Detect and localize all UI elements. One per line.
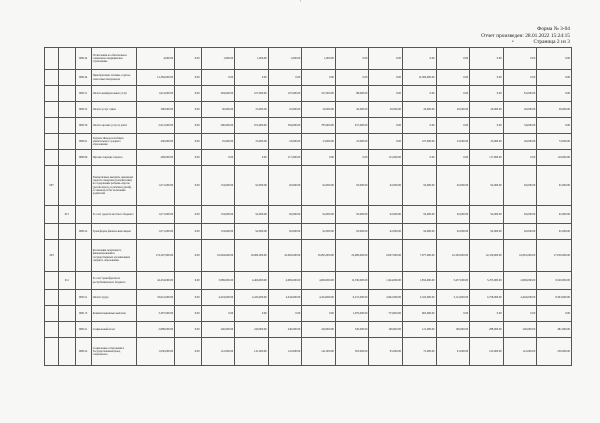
amount-cell: 107,000.00 bbox=[402, 134, 436, 150]
amount-cell: 665,000.00 bbox=[402, 306, 436, 322]
amount-cell: 785,000.00 bbox=[302, 118, 336, 134]
amount-cell: 4,469,000.00 bbox=[235, 272, 269, 290]
amount-cell: 3,457,000.00 bbox=[436, 272, 470, 290]
amount-cell: 117,000.00 bbox=[470, 150, 504, 166]
item-name: За счет средств местного бюджета bbox=[91, 206, 136, 224]
amount-cell: 0.00 bbox=[537, 118, 572, 134]
amount-cell: 4,434,000.00 bbox=[235, 290, 269, 306]
table-row bbox=[45, 272, 572, 290]
amount-cell: 143,000.00 bbox=[470, 338, 504, 366]
amount-cell: 23,000.00 bbox=[335, 134, 369, 150]
amount-cell: 0.00 bbox=[175, 102, 201, 118]
budget-table bbox=[44, 47, 572, 366]
amount-cell: 4,434,000.00 bbox=[302, 290, 336, 306]
amount-cell: 0.00 bbox=[369, 48, 403, 70]
program-code bbox=[45, 118, 59, 134]
program-code bbox=[45, 150, 59, 166]
amount-cell: 93,000.00 bbox=[335, 166, 369, 206]
subprogram-code bbox=[59, 290, 75, 306]
amount-cell: 240,000.00 bbox=[201, 322, 235, 338]
specifier-code: 000113 bbox=[75, 306, 91, 322]
amount-cell: 25,000.00 bbox=[268, 102, 302, 118]
amount-cell: 240,000.00 bbox=[268, 322, 302, 338]
amount-cell: 12,330,000.00 bbox=[335, 272, 369, 290]
amount-cell: 4,758,000.00 bbox=[470, 290, 504, 306]
amount-cell: 290,000.00 bbox=[201, 118, 235, 134]
amount-cell: 141,000.00 bbox=[503, 338, 537, 366]
amount-cell: 240,000.00 bbox=[503, 322, 537, 338]
amount-cell: 20,000.00 bbox=[369, 102, 403, 118]
item-name: Оплата коммунальных услуг bbox=[91, 86, 136, 102]
specifier-code: 000122 bbox=[75, 224, 91, 240]
amount-cell: 92,000.00 bbox=[436, 206, 470, 224]
amount-cell: 12,384,000.00 bbox=[402, 70, 436, 86]
amount-cell: 1,000.00 bbox=[268, 48, 302, 70]
specifier-code bbox=[75, 206, 91, 224]
amount-cell: 0.00 bbox=[369, 134, 403, 150]
specifier-code: 000111 bbox=[75, 290, 91, 306]
amount-cell: 95,000.00 bbox=[369, 338, 403, 366]
program-code bbox=[45, 48, 59, 70]
amount-cell: 0.00 bbox=[436, 150, 470, 166]
amount-cell: 304,000.00 bbox=[201, 86, 235, 102]
amount-cell: 250,000.00 bbox=[537, 338, 572, 366]
amount-cell: 92,000.00 bbox=[402, 166, 436, 206]
amount-cell: 50,000.00 bbox=[201, 102, 235, 118]
amount-cell: 7,977,000.00 bbox=[402, 240, 436, 272]
table-body bbox=[45, 48, 572, 366]
scan-mark: ' bbox=[300, 1, 301, 6]
item-name: Затраты Фонда всеобщего обязательного среднего образования bbox=[91, 134, 136, 150]
amount-cell: 0.00 bbox=[175, 134, 201, 150]
subprogram-code: 015 bbox=[59, 206, 75, 224]
amount-cell: 0.00 bbox=[369, 86, 403, 102]
amount-cell: 20,000.00 bbox=[402, 102, 436, 118]
amount-cell: 0.00 bbox=[436, 306, 470, 322]
table-row bbox=[45, 322, 572, 338]
amount-cell: 1,650,000.00 bbox=[136, 338, 175, 366]
amount-cell: 4,069,000.00 bbox=[268, 272, 302, 290]
amount-cell: 457,000.00 bbox=[335, 118, 369, 134]
amount-cell: 1,000.00 bbox=[235, 48, 269, 70]
amount-cell: 0.00 bbox=[436, 118, 470, 134]
amount-cell: 154,000.00 bbox=[201, 224, 235, 240]
specifier-code bbox=[75, 240, 91, 272]
amount-cell: 23,000.00 bbox=[268, 134, 302, 150]
table-row bbox=[45, 166, 572, 206]
amount-cell: 91,000.00 bbox=[537, 206, 572, 224]
amount-cell: 92,000.00 bbox=[470, 224, 504, 240]
item-name: Социальные отчисления в Государственный фонд социального bbox=[91, 338, 136, 366]
specifier-code: 000151 bbox=[75, 86, 91, 102]
amount-cell: 0.00 bbox=[436, 70, 470, 86]
amount-cell: 92,000.00 bbox=[302, 224, 336, 240]
amount-cell: 2,898,000.00 bbox=[136, 322, 175, 338]
amount-cell: 25,000.00 bbox=[201, 134, 235, 150]
amount-cell: 520,000.00 bbox=[335, 322, 369, 338]
program-code bbox=[45, 272, 59, 290]
amount-cell: 16,092,000.00 bbox=[268, 240, 302, 272]
program-code bbox=[45, 306, 59, 322]
amount-cell: 174,297,000.00 bbox=[136, 240, 175, 272]
amount-cell: 0.00 bbox=[537, 306, 572, 322]
amount-cell: 1,979,000.00 bbox=[335, 306, 369, 322]
amount-cell: 240,000.00 bbox=[302, 322, 336, 338]
specifier-code: 000152 bbox=[75, 102, 91, 118]
amount-cell: 0.00 bbox=[369, 118, 403, 134]
amount-cell: 1,071,000.00 bbox=[136, 206, 175, 224]
amount-cell: 0.00 bbox=[503, 70, 537, 86]
amount-cell: 240,000.00 bbox=[235, 322, 269, 338]
table-row bbox=[45, 134, 572, 150]
amount-cell: 91,000.00 bbox=[436, 338, 470, 366]
amount-cell: 16,082,000.00 bbox=[235, 240, 269, 272]
specifier-code: 000169 bbox=[75, 150, 91, 166]
amount-cell: 92,000.00 bbox=[503, 206, 537, 224]
item-name: Отчисления на обязательное социальное медицинское страхование bbox=[91, 48, 136, 70]
amount-cell: 0.00 bbox=[335, 150, 369, 166]
amount-cell: 8,393,000.00 bbox=[537, 290, 572, 306]
program-code: 203 bbox=[45, 240, 59, 272]
amount-cell: 1,944,000.00 bbox=[369, 272, 403, 290]
subprogram-code bbox=[59, 240, 75, 272]
item-name: Прочие текущие затраты bbox=[91, 150, 136, 166]
amount-cell: 72,000.00 bbox=[537, 134, 572, 150]
amount-cell: 92,000.00 bbox=[369, 206, 403, 224]
amount-cell: 481,000.00 bbox=[537, 322, 572, 338]
table-row bbox=[45, 150, 572, 166]
amount-cell: 0.00 bbox=[302, 70, 336, 86]
subprogram-code bbox=[59, 150, 75, 166]
amount-cell: 0.00 bbox=[175, 150, 201, 166]
amount-cell: 0.00 bbox=[470, 86, 504, 102]
amount-cell: 92,000.00 bbox=[369, 224, 403, 240]
amount-cell: 0.00 bbox=[175, 240, 201, 272]
amount-cell: 0.00 bbox=[268, 70, 302, 86]
subprogram-code bbox=[59, 166, 75, 206]
amount-cell: 0.00 bbox=[175, 322, 201, 338]
amount-cell: 0.00 bbox=[503, 150, 537, 166]
amount-cell: 25,000.00 bbox=[235, 134, 269, 150]
amount-cell: 0.00 bbox=[369, 70, 403, 86]
amount-cell: 92,000.00 bbox=[402, 224, 436, 240]
amount-cell: 4,434,000.00 bbox=[201, 290, 235, 306]
amount-cell: 72,000.00 bbox=[402, 338, 436, 366]
amount-cell: 141,000.00 bbox=[235, 338, 269, 366]
amount-cell: 0.00 bbox=[503, 306, 537, 322]
amount-cell: 117,000.00 bbox=[268, 150, 302, 166]
amount-cell: 0.00 bbox=[402, 86, 436, 102]
amount-cell: 0.00 bbox=[175, 70, 201, 86]
subprogram-code bbox=[59, 48, 75, 70]
amount-cell: 304,000.00 bbox=[268, 118, 302, 134]
amount-cell: 0.00 bbox=[402, 48, 436, 70]
amount-cell: 9,529,000.00 bbox=[537, 272, 572, 290]
amount-cell: 300,000.00 bbox=[136, 102, 175, 118]
amount-cell: 0.00 bbox=[470, 48, 504, 70]
amount-cell: 20,000.00 bbox=[335, 102, 369, 118]
table-row bbox=[45, 206, 572, 224]
amount-cell: 0.00 bbox=[235, 306, 269, 322]
item-name: Социальный налог bbox=[91, 322, 136, 338]
amount-cell: 92,000.00 bbox=[268, 224, 302, 240]
amount-cell: 4,434,000.00 bbox=[268, 290, 302, 306]
amount-cell: 4,404,000.00 bbox=[503, 290, 537, 306]
specifier-code: 000144 bbox=[75, 70, 91, 86]
amount-cell: 3,989,000.00 bbox=[201, 272, 235, 290]
amount-cell: 0.00 bbox=[537, 70, 572, 86]
item-name: Ежемесячные выплаты денежных средств опекунам (попечителям) на содержание ребенка-сироты (детей-сирот), и ребенка (детей), оставшегося без попечения родителей bbox=[91, 166, 136, 206]
amount-cell: 81,000.00 bbox=[503, 86, 537, 102]
item-name: Приобретение топлива, горюче-смазочных материалов bbox=[91, 70, 136, 86]
table-row bbox=[45, 70, 572, 86]
amount-cell: 672,000.00 bbox=[235, 118, 269, 134]
amount-cell: 2,912,000.00 bbox=[136, 118, 175, 134]
amount-cell: 92,000.00 bbox=[235, 206, 269, 224]
amount-cell: 4,969,000.00 bbox=[503, 272, 537, 290]
amount-cell: 0.00 bbox=[402, 118, 436, 134]
amount-cell: 92,000.00 bbox=[402, 206, 436, 224]
item-name: За счет трансфертов из республиканского бюджета bbox=[91, 272, 136, 290]
amount-cell: 141,000.00 bbox=[268, 338, 302, 366]
amount-cell: 92,000.00 bbox=[436, 166, 470, 206]
amount-cell: 20,000.00 bbox=[537, 102, 572, 118]
amount-cell: 92,000.00 bbox=[268, 206, 302, 224]
program-code bbox=[45, 86, 59, 102]
amount-cell: 0.00 bbox=[537, 48, 572, 70]
amount-cell: 23,000.00 bbox=[470, 134, 504, 150]
amount-cell: 409,000.00 bbox=[136, 150, 175, 166]
table-row bbox=[45, 338, 572, 366]
item-name: Оплата труда bbox=[91, 290, 136, 306]
amount-cell: 0.00 bbox=[402, 150, 436, 166]
subprogram-code bbox=[59, 118, 75, 134]
specifier-code bbox=[75, 166, 91, 206]
amount-cell: 1,854,000.00 bbox=[402, 272, 436, 290]
program-code bbox=[45, 102, 59, 118]
amount-cell: 20,000.00 bbox=[470, 102, 504, 118]
amount-cell: 20,000.00 bbox=[503, 102, 537, 118]
amount-cell: 14,520,000.00 bbox=[470, 240, 504, 272]
program-code bbox=[45, 70, 59, 86]
amount-cell: 0.00 bbox=[175, 272, 201, 290]
amount-cell: 0.00 bbox=[175, 206, 201, 224]
amount-cell: 16,081,000.00 bbox=[503, 240, 537, 272]
form-number: Форма № 3-04 bbox=[536, 26, 570, 32]
table-row bbox=[45, 290, 572, 306]
amount-cell: 0.00 bbox=[175, 48, 201, 70]
item-name: Оплата прочих услуг и работ bbox=[91, 118, 136, 134]
amount-cell: 0.00 bbox=[201, 70, 235, 86]
amount-cell: 0.00 bbox=[175, 166, 201, 206]
amount-cell: 92,000.00 bbox=[436, 224, 470, 240]
amount-cell: 93,000.00 bbox=[335, 206, 369, 224]
amount-cell: 1,614,000.00 bbox=[136, 86, 175, 102]
specifier-code: 000122 bbox=[75, 338, 91, 366]
amount-cell: 92,000.00 bbox=[268, 166, 302, 206]
amount-cell: 1,071,000.00 bbox=[136, 224, 175, 240]
amount-cell: 288,000.00 bbox=[470, 322, 504, 338]
amount-cell: 0.00 bbox=[235, 70, 269, 86]
amount-cell: 456,000.00 bbox=[136, 134, 175, 150]
item-name: Реализация подушевого финансирования в государственных организациях среднего образования bbox=[91, 240, 136, 272]
amount-cell: 0.00 bbox=[175, 118, 201, 134]
amount-cell: 141,000.00 bbox=[201, 338, 235, 366]
table-row bbox=[45, 224, 572, 240]
amount-cell: 9,097,000.00 bbox=[369, 240, 403, 272]
amount-cell: 0.00 bbox=[175, 224, 201, 240]
amount-cell: 92,000.00 bbox=[302, 206, 336, 224]
subprogram-code bbox=[59, 86, 75, 102]
amount-cell: 1,071,000.00 bbox=[136, 166, 175, 206]
amount-cell: 3,114,000.00 bbox=[436, 290, 470, 306]
program-code bbox=[45, 322, 59, 338]
amount-cell: 0.00 bbox=[302, 306, 336, 322]
table-row bbox=[45, 48, 572, 70]
amount-cell: 92,000.00 bbox=[235, 224, 269, 240]
subprogram-code bbox=[59, 134, 75, 150]
amount-cell: 92,000.00 bbox=[369, 166, 403, 206]
program-code bbox=[45, 134, 59, 150]
amount-cell: 2,322,000.00 bbox=[402, 290, 436, 306]
program-code bbox=[45, 206, 59, 224]
page-number: Страница 2 из 3 bbox=[533, 39, 570, 46]
amount-cell: 0.00 bbox=[201, 150, 235, 166]
amount-cell: 4,069,000.00 bbox=[302, 272, 336, 290]
amount-cell: 107,000.00 bbox=[302, 86, 336, 102]
subprogram-code bbox=[59, 322, 75, 338]
amount-cell: 0.00 bbox=[175, 290, 201, 306]
specifier-code: 000159 bbox=[75, 118, 91, 134]
amount-cell: 22,329,000.00 bbox=[436, 240, 470, 272]
amount-cell: 107,000.00 bbox=[235, 86, 269, 102]
amount-cell: 0.00 bbox=[268, 306, 302, 322]
amount-cell: 16,093,000.00 bbox=[302, 240, 336, 272]
amount-cell: 0.00 bbox=[470, 306, 504, 322]
program-code: 007 bbox=[45, 166, 59, 206]
amount-cell: 25,000.00 bbox=[235, 102, 269, 118]
report-header bbox=[481, 26, 570, 46]
amount-cell: 88,000.00 bbox=[335, 86, 369, 102]
amount-cell: 20,000.00 bbox=[436, 102, 470, 118]
amount-cell: 1,000.00 bbox=[201, 48, 235, 70]
table-row bbox=[45, 118, 572, 134]
amount-cell: 190,000.00 bbox=[436, 322, 470, 338]
amount-cell: 0.00 bbox=[503, 48, 537, 70]
amount-cell: 22,909,000.00 bbox=[335, 240, 369, 272]
amount-cell: 0.00 bbox=[470, 118, 504, 134]
subprogram-code bbox=[59, 102, 75, 118]
amount-cell: 154,000.00 bbox=[201, 166, 235, 206]
amount-cell: 20,000.00 bbox=[302, 102, 336, 118]
amount-cell: 0.00 bbox=[470, 70, 504, 86]
amount-cell: 4,000.00 bbox=[136, 48, 175, 70]
amount-cell: 0.00 bbox=[175, 86, 201, 102]
scan-mark: • bbox=[512, 40, 514, 45]
specifier-code bbox=[75, 272, 91, 290]
program-code bbox=[45, 290, 59, 306]
item-name: Оплата услуг связи bbox=[91, 102, 136, 118]
amount-cell: 92,000.00 bbox=[503, 224, 537, 240]
amount-cell: 121,000.00 bbox=[402, 322, 436, 338]
subprogram-code: 011 bbox=[59, 272, 75, 290]
amount-cell: 92,000.00 bbox=[302, 166, 336, 206]
amount-cell: 33,041,000.00 bbox=[136, 290, 175, 306]
specifier-code: 000121 bbox=[75, 322, 91, 338]
amount-cell: 23,000.00 bbox=[302, 134, 336, 150]
subprogram-code bbox=[59, 70, 75, 86]
amount-cell: 26,000.00 bbox=[503, 134, 537, 150]
amount-cell: 0.00 bbox=[537, 86, 572, 102]
amount-cell: 91,000.00 bbox=[537, 224, 572, 240]
amount-cell: 0.00 bbox=[335, 48, 369, 70]
amount-cell: 0.00 bbox=[201, 306, 235, 322]
specifier-code: 000161 bbox=[75, 134, 91, 150]
amount-cell: 16,094,000.00 bbox=[201, 240, 235, 272]
amount-cell: 27,050,000.00 bbox=[537, 240, 572, 272]
amount-cell: 23,000.00 bbox=[436, 134, 470, 150]
amount-cell: 0.00 bbox=[436, 48, 470, 70]
table-row bbox=[45, 306, 572, 322]
table-row bbox=[45, 240, 572, 272]
amount-cell: 92,000.00 bbox=[235, 166, 269, 206]
amount-cell: 12,384,000.00 bbox=[136, 70, 175, 86]
subprogram-code bbox=[59, 224, 75, 240]
amount-cell: 34,000.00 bbox=[503, 118, 537, 134]
item-name: Трансферты физическим лицам bbox=[91, 224, 136, 240]
amount-cell: 107,000.00 bbox=[268, 86, 302, 102]
amount-cell: 303,000.00 bbox=[335, 338, 369, 366]
report-timestamp: Отчет произведен: 28.01.2022 15:24:15 bbox=[481, 32, 570, 39]
program-code bbox=[45, 224, 59, 240]
amount-cell: 0.00 bbox=[175, 338, 201, 366]
amount-cell: 3,253,000.00 bbox=[470, 272, 504, 290]
amount-cell: 93,000.00 bbox=[335, 224, 369, 240]
amount-cell: 753,000.00 bbox=[369, 306, 403, 322]
amount-cell: 91,000.00 bbox=[537, 166, 572, 206]
table-row bbox=[45, 86, 572, 102]
subprogram-code bbox=[59, 306, 75, 322]
amount-cell: 1,000.00 bbox=[302, 48, 336, 70]
specifier-code: 000124 bbox=[75, 48, 91, 70]
amount-cell: 9,231,000.00 bbox=[335, 290, 369, 306]
amount-cell: 166,000.00 bbox=[369, 322, 403, 338]
amount-cell: 0.00 bbox=[175, 306, 201, 322]
amount-cell: 92,000.00 bbox=[470, 206, 504, 224]
amount-cell: 0.00 bbox=[302, 150, 336, 166]
program-code bbox=[45, 338, 59, 366]
amount-cell: 110,000.00 bbox=[537, 150, 572, 166]
table-row bbox=[45, 102, 572, 118]
amount-cell: 0.00 bbox=[436, 86, 470, 102]
amount-cell: 0.00 bbox=[235, 150, 269, 166]
item-name: Компенсационные выплаты bbox=[91, 306, 136, 322]
amount-cell: 92,000.00 bbox=[503, 166, 537, 206]
amount-cell: 92,000.00 bbox=[470, 166, 504, 206]
subprogram-code bbox=[59, 338, 75, 366]
amount-cell: 3,397,000.00 bbox=[136, 306, 175, 322]
amount-cell: 0.00 bbox=[335, 70, 369, 86]
amount-cell: 2,842,000.00 bbox=[369, 290, 403, 306]
amount-cell: 141,000.00 bbox=[302, 338, 336, 366]
amount-cell: 115,000.00 bbox=[369, 150, 403, 166]
amount-cell: 42,434,000.00 bbox=[136, 272, 175, 290]
amount-cell: 154,000.00 bbox=[201, 206, 235, 224]
